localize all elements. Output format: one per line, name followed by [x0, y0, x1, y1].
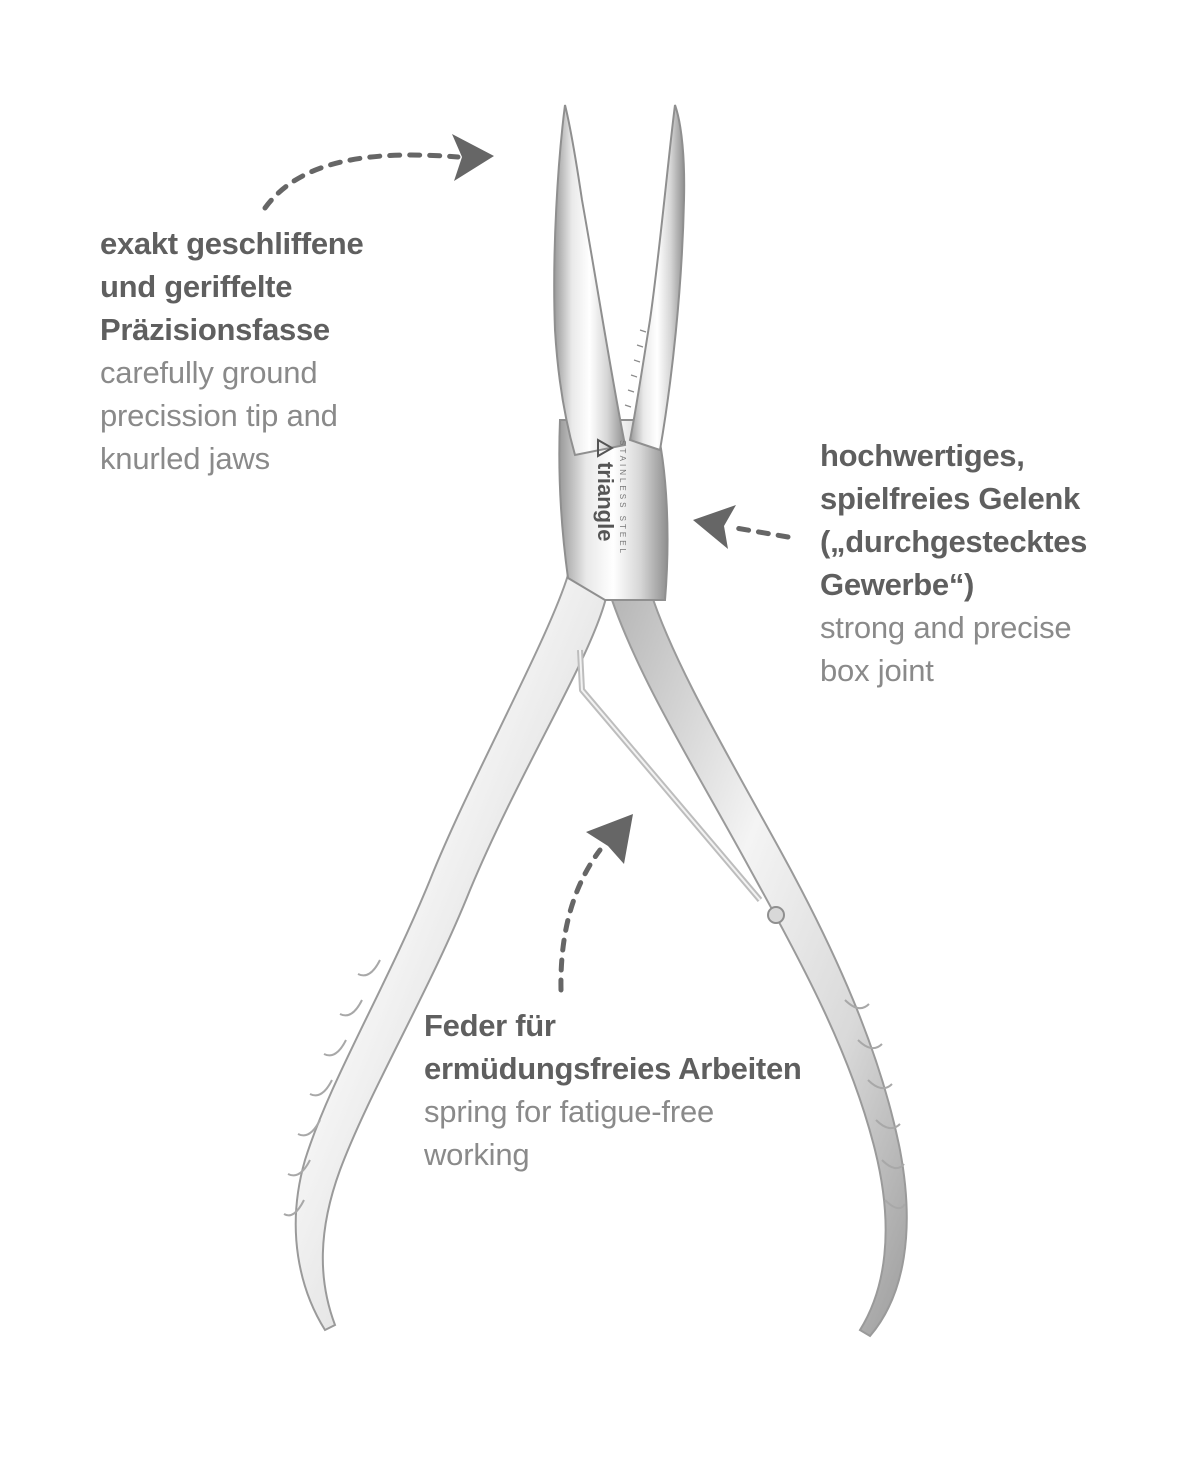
- callout-spring-english: spring for fatigue-free working: [424, 1094, 715, 1172]
- arrow-to-joint: [730, 527, 788, 537]
- arrow-to-joint-head: [693, 505, 736, 549]
- callout-tip-english: carefully ground precission tip and knurled jaws: [100, 355, 338, 476]
- spring-rivet: [768, 907, 784, 923]
- callout-tip-german: exakt geschliffene und geriffelte Präzisionsfasse: [100, 226, 364, 347]
- logo-subtext: STAINLESS STEEL: [618, 440, 627, 556]
- callout-spring: [424, 1004, 824, 1176]
- callout-joint-english: strong and precise box joint: [820, 610, 1072, 688]
- right-handle: [612, 590, 907, 1336]
- left-handle: [296, 575, 606, 1330]
- callout-joint-german: hochwertiges, spielfreies Gelenk („durchgestecktes Gewerbe“): [820, 438, 1088, 602]
- callout-tip: [100, 222, 430, 480]
- callout-spring-german: Feder für ermüdungsfreies Arbeiten: [424, 1008, 802, 1086]
- logo-brand: triangle: [593, 462, 618, 542]
- arrow-to-spring: [561, 850, 600, 990]
- arrow-to-tip: [265, 155, 458, 208]
- right-jaw: [630, 105, 684, 450]
- callout-joint: [820, 434, 1160, 692]
- left-jaw: [554, 105, 625, 455]
